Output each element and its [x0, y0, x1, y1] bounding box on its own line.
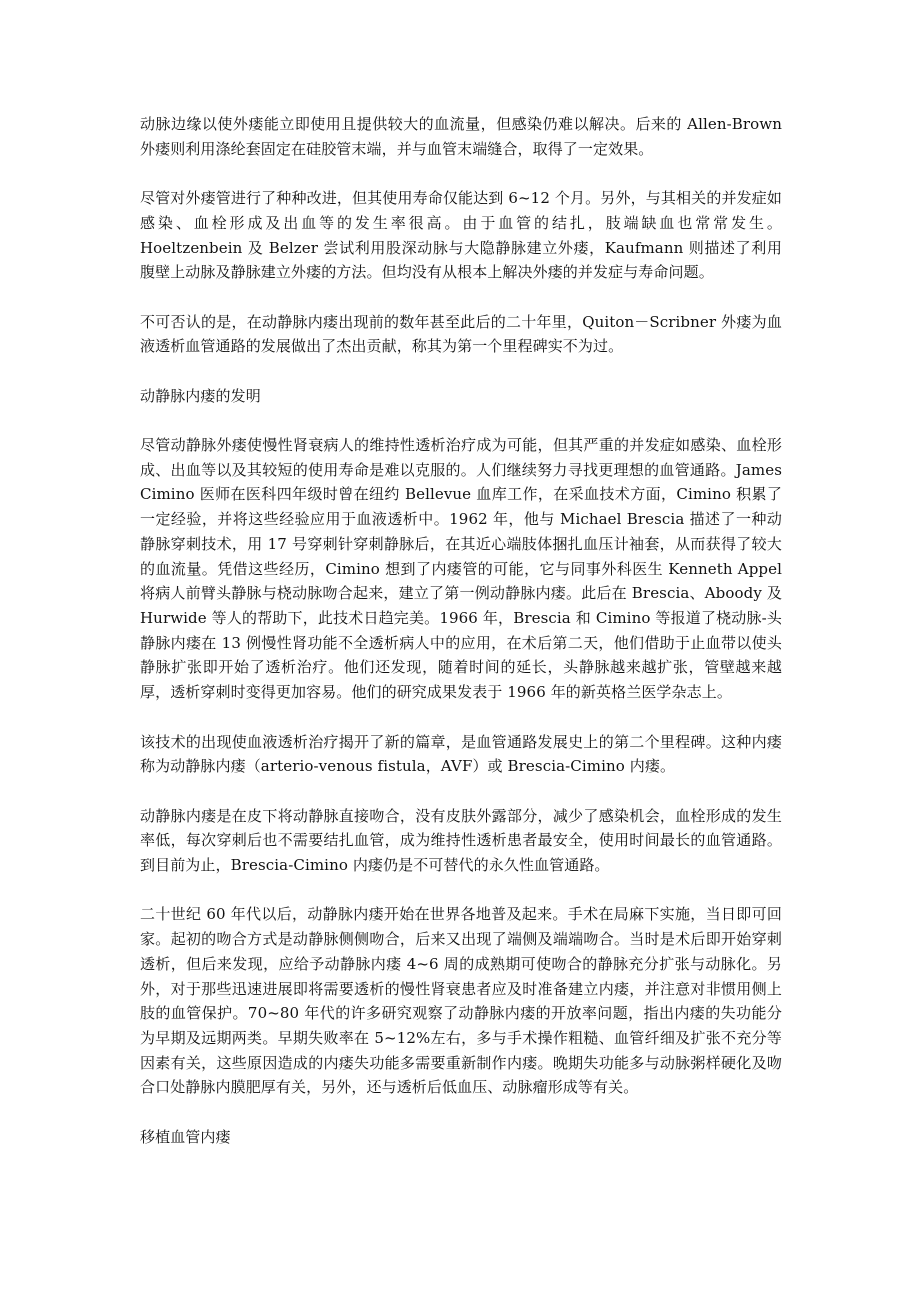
paragraph-quinton-scribner: 不可否认的是，在动静脉内瘘出现前的数年甚至此后的二十年里，Quiton－Scribner 外瘘为血液透析血管通路的发展做出了杰出贡献，称其为第一个里程碑实不为过。	[140, 312, 782, 356]
paragraph-cimino-history: 尽管动静脉外瘘使慢性肾衰病人的维持性透析治疗成为可能，但其严重的并发症如感染、血栓形成、出血等以及其较短的使用寿命是难以克服的。人们继续努力寻找更理想的血管通路。James Cimino 医师在医科四年级时曾在纽约 Bellevue 血库工作，在采血技术方面，Cimino 积累了一定经验，并将这些经验应用于血液透析中。1962 年，他与 Michael Brescia 描述了一种动静脉穿刺技术，用 17 号穿刺针穿刺静脉后，在其近心端肢体捆扎血压计袖套，从而获得了较大的血流量。凭借这些经历，Cimino 想到了内瘘管的可能，它与同事外科医生 Kenneth Appel 将病人前臂头静脉与桡动脉吻合起来，建立了第一例动静脉内瘘。此后在 Brescia、Aboody 及 Hurwide 等人的帮助下，此技术日趋完美。1966 年，Brescia 和 Cimino 等报道了桡动脉-头静脉内瘘在 13 例慢性肾功能不全透析病人中的应用，在术后第二天，他们借助于止血带以使头静脉扩张即开始了透析治疗。他们还发现，随着时间的延长，头静脉越来越扩张，管壁越来越厚，透析穿刺时变得更加容易。他们的研究成果发表于 1966 年的新英格兰医学杂志上。	[140, 436, 782, 702]
section-heading-avf-invention: 动静脉内瘘的发明	[140, 386, 261, 405]
paragraph-external-fistula-complications: 尽管对外瘘管进行了种种改进，但其使用寿命仅能达到 6~12 个月。另外，与其相关的并发症如感染、血栓形成及出血等的发生率很高。由于血管的结扎，肢端缺血也常常发生。Hoeltzenbein 及 Belzer 尝试利用股深动脉与大隐静脉建立外瘘，Kaufmann 则描述了利用腹壁上动脉及静脉建立外瘘的方法。但均没有从根本上解决外瘘的并发症与寿命问题。	[140, 189, 782, 282]
section-heading-graft-fistula: 移植血管内瘘	[140, 1127, 231, 1146]
paragraph-avf-advantages: 动静脉内瘘是在皮下将动静脉直接吻合，没有皮肤外露部分，减少了感染机会，血栓形成的发生率低，每次穿刺后也不需要结扎血管，成为维持性透析患者最安全，使用时间最长的血管通路。到目前为止，Brescia-Cimino 内瘘仍是不可替代的永久性血管通路。	[140, 806, 782, 874]
paragraph-second-milestone: 该技术的出现使血液透析治疗揭开了新的篇章，是血管通路发展史上的第二个里程碑。这种内瘘称为动静脉内瘘（arterio-venous fistula，AVF）或 Brescia-Cimino 内瘘。	[140, 732, 782, 776]
paragraph-avf-spread: 二十世纪 60 年代以后，动静脉内瘘开始在世界各地普及起来。手术在局麻下实施，当日即可回家。起初的吻合方式是动静脉侧侧吻合，后来又出现了端侧及端端吻合。当时是术后即开始穿刺透析，但后来发现，应给予动静脉内瘘 4~6 周的成熟期可使吻合的静脉充分扩张与动脉化。另外，对于那些迅速进展即将需要透析的慢性肾衰患者应及时准备建立内瘘，并注意对非惯用侧上肢的血管保护。70~80 年代的许多研究观察了动静脉内瘘的开放率问题，指出内瘘的失功能分为早期及远期两类。早期失败率在 5~12%左右，多与手术操作粗糙、血管纤细及扩张不充分等因素有关，这些原因造成的内瘘失功能多需要重新制作内瘘。晚期失功能多与动脉粥样硬化及吻合口处静脉内膜肥厚有关，另外，还与透析后低血压、动脉瘤形成等有关。	[140, 905, 782, 1097]
document-body	[140, 112, 782, 1174]
paragraph-allen-brown: 动脉边缘以使外瘘能立即使用且提供较大的血流量，但感染仍难以解决。后来的 Allen-Brown 外瘘则利用涤纶套固定在硅胶管末端，并与血管末端缝合，取得了一定效果。	[140, 115, 782, 158]
